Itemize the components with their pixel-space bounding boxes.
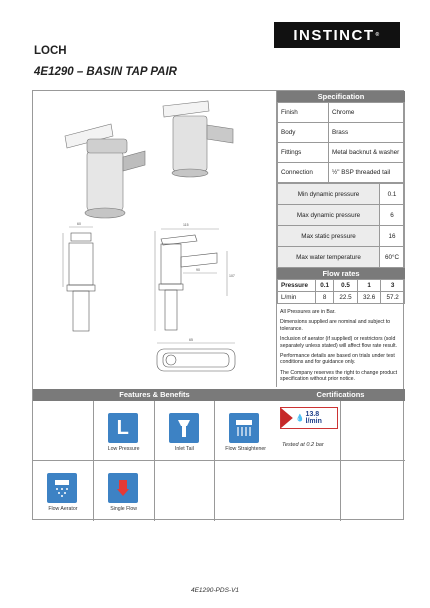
plan-drawing xyxy=(157,343,235,371)
pressure-label: Max water temperature xyxy=(278,247,380,268)
brand-logo xyxy=(274,22,400,48)
pressure-row xyxy=(278,184,405,205)
badge-value: 13.8 l/min xyxy=(305,411,322,425)
feature-cell xyxy=(94,461,155,521)
inlet-tail-icon xyxy=(169,413,199,443)
flow-header-cell: 0.5 xyxy=(334,280,358,292)
feature-label: Low Pressure xyxy=(107,446,140,452)
flow-aerator-icon xyxy=(47,473,77,503)
brand-name: INSTINCT xyxy=(293,26,375,44)
feature-label: Flow Straightener xyxy=(225,446,266,452)
flow-rates-heading: Flow rates xyxy=(277,268,405,279)
pressure-row xyxy=(278,226,405,247)
features-heading: Features & Benefits xyxy=(33,389,276,401)
low-pressure-icon xyxy=(108,413,138,443)
certifications-grid xyxy=(276,401,405,521)
flow-straightener-icon xyxy=(229,413,259,443)
dim-label: 115 xyxy=(183,223,189,227)
feature-label: Inlet Tail xyxy=(174,446,194,452)
spec-label: Finish xyxy=(278,103,329,123)
feature-label: Single Flow xyxy=(110,506,138,512)
note-text: The Company reserves the right to change product specification without prior notice. xyxy=(280,369,398,383)
notes-block xyxy=(277,304,405,383)
specification-table xyxy=(277,102,405,183)
certification-cell xyxy=(276,401,341,461)
certification-note: Tested at 0.2 bar xyxy=(282,442,324,448)
document-code: 4E1290-PDS-V1 xyxy=(190,587,240,594)
flow-rate-badge xyxy=(280,407,338,429)
spec-value: Brass xyxy=(329,123,405,143)
specification-heading: Specification xyxy=(277,91,405,102)
spec-label: Connection xyxy=(278,163,329,183)
certifications-heading: Certifications xyxy=(276,389,405,401)
tap-photo-angle xyxy=(65,124,145,218)
spec-value: Chrome xyxy=(329,103,405,123)
pressure-table xyxy=(277,183,405,268)
certification-cell-empty xyxy=(341,401,406,461)
feature-cell-empty xyxy=(155,461,216,521)
product-sheet xyxy=(32,90,404,520)
note-text: Performance details are based on trials under test conditions and for guidance only. xyxy=(280,353,395,366)
certification-cell-empty xyxy=(341,461,406,521)
side-elevation-drawing xyxy=(155,229,227,331)
flow-value-cell: L/min xyxy=(278,292,316,304)
flow-value-row xyxy=(278,292,405,304)
certification-cell-empty xyxy=(276,461,341,521)
dim-label: 90 xyxy=(196,268,200,272)
spec-row xyxy=(278,163,405,183)
badge-wedge-icon xyxy=(281,408,293,428)
pressure-value: 0.1 xyxy=(380,184,405,205)
flow-header-cell: Pressure xyxy=(278,280,316,292)
flow-value-cell: 22.5 xyxy=(334,292,358,304)
spec-row xyxy=(278,103,405,123)
flow-header-cell: 3 xyxy=(381,280,405,292)
range-title: LOCH xyxy=(34,45,67,57)
flow-value-cell: 32.6 xyxy=(357,292,381,304)
feature-label: Flow Aerator xyxy=(48,506,78,512)
pressure-value: 60°C xyxy=(380,247,405,268)
pressure-label: Min dynamic pressure xyxy=(278,184,380,205)
tap-photo-side xyxy=(163,101,233,177)
spec-row xyxy=(278,143,405,163)
flow-header-cell: 0.1 xyxy=(316,280,334,292)
droplet-icon: 💧 xyxy=(295,415,305,422)
registered-mark: ® xyxy=(375,32,381,38)
flow-rates-table xyxy=(277,279,405,304)
note-text: Dimensions supplied are nominal and subject to tolerance. xyxy=(280,319,391,332)
dim-label: 60 xyxy=(77,222,81,226)
flow-header-cell: 1 xyxy=(357,280,381,292)
specification-panel xyxy=(276,91,405,387)
spec-label: Body xyxy=(278,123,329,143)
pressure-value: 16 xyxy=(380,226,405,247)
feature-cell xyxy=(33,461,94,521)
pressure-row xyxy=(278,247,405,268)
pressure-label: Max static pressure xyxy=(278,226,380,247)
single-flow-icon xyxy=(108,473,138,503)
spec-label: Fittings xyxy=(278,143,329,163)
flow-header-row xyxy=(278,280,405,292)
spec-value: ½" BSP threaded tail xyxy=(329,163,405,183)
pressure-label: Max dynamic pressure xyxy=(278,205,380,226)
feature-cell xyxy=(215,401,276,461)
flow-value-cell: 8 xyxy=(316,292,334,304)
feature-cell-empty xyxy=(33,401,94,461)
pressure-value: 6 xyxy=(380,205,405,226)
spec-value: Metal backnut & washer xyxy=(329,143,405,163)
feature-cell-empty xyxy=(215,461,276,521)
features-grid xyxy=(33,401,276,521)
feature-cell xyxy=(94,401,155,461)
note-text: Inclusion of aerator (if supplied) or restrictors (sold separately unless stated) will affect flow rate result. xyxy=(280,336,397,349)
note-text: All Pressures are in Bar. xyxy=(280,309,336,315)
product-illustration xyxy=(33,91,276,389)
low-pressure-glyph: L xyxy=(116,416,129,439)
front-elevation-drawing xyxy=(63,227,95,331)
product-images xyxy=(33,91,276,389)
spec-row xyxy=(278,123,405,143)
product-title: 4E1290 – BASIN TAP PAIR xyxy=(34,66,177,78)
dim-label: 107 xyxy=(229,274,235,278)
flow-value-cell: 57.2 xyxy=(381,292,405,304)
pressure-row xyxy=(278,205,405,226)
feature-cell xyxy=(155,401,216,461)
dim-label: 65 xyxy=(189,338,193,342)
